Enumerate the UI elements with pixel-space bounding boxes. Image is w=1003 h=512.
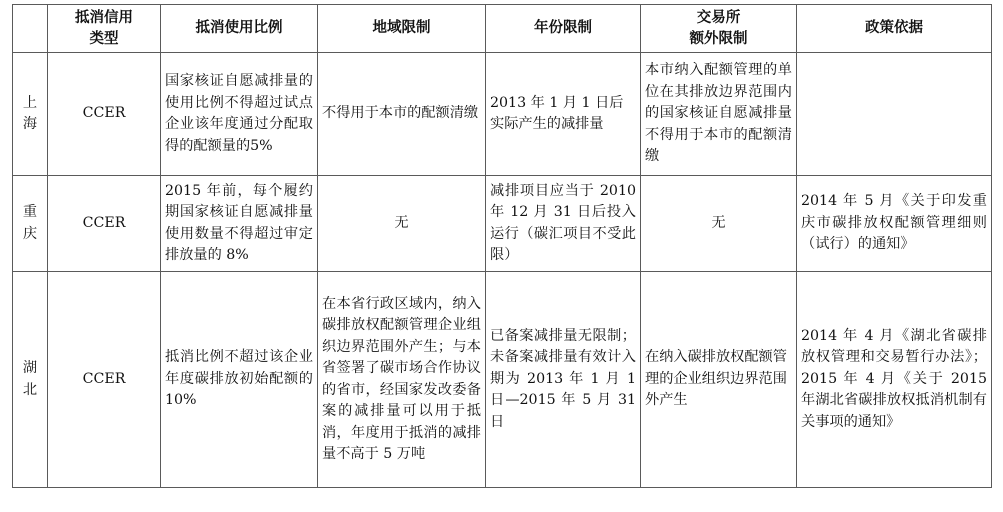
header-usage-ratio: 抵消使用比例 xyxy=(161,5,318,53)
area-limit-cell: 不得用于本市的配额清缴 xyxy=(318,53,486,176)
header-exchange-limit-line1: 交易所 xyxy=(696,9,741,26)
header-exchange-limit xyxy=(641,5,797,53)
year-limit-cell: 已备案减排量无限制；未备案减排量有效计入期为 2013 年 1 月 1 日—2015 年 5 月 31 日 xyxy=(486,272,641,488)
area-limit-cell: 无 xyxy=(318,176,486,272)
credit-type-cell: CCER xyxy=(48,53,161,176)
table-row-hubei xyxy=(13,272,992,488)
table-header-row xyxy=(13,5,992,53)
header-credit-type-line2: 类型 xyxy=(89,30,119,47)
policy-basis-cell: 2014 年 4 月《湖北省碳排放权管理和交易暂行办法》；2015 年 4 月《关于 2015 年湖北省碳排放权抵消机制有关事项的通知》 xyxy=(797,272,992,488)
header-policy-basis: 政策依据 xyxy=(797,5,992,53)
header-credit-type xyxy=(48,5,161,53)
region-char: 湖 xyxy=(22,360,38,376)
header-exchange-limit-line2: 额外限制 xyxy=(689,30,748,47)
region-char: 海 xyxy=(22,116,38,132)
region-char: 上 xyxy=(22,94,38,111)
region-char: 庆 xyxy=(22,225,38,242)
region-cell xyxy=(13,176,48,272)
usage-ratio-cell: 抵消比例不超过该企业年度碳排放初始配额的 10% xyxy=(161,272,318,488)
year-limit-cell: 2013 年 1 月 1 日后实际产生的减排量 xyxy=(486,53,641,176)
region-char: 北 xyxy=(22,381,38,398)
header-credit-type-line1: 抵消信用 xyxy=(75,9,133,26)
region-cell xyxy=(13,272,48,488)
exchange-limit-cell: 在纳入碳排放权配额管理的企业组织边界范围外产生 xyxy=(641,272,797,488)
policy-basis-cell: 2014 年 5 月《关于印发重庆市碳排放权配额管理细则（试行）的通知》 xyxy=(797,176,992,272)
offset-policy-table-container xyxy=(12,4,992,488)
region-char: 重 xyxy=(22,204,38,220)
credit-type-cell: CCER xyxy=(48,272,161,488)
table-row-shanghai xyxy=(13,53,992,176)
header-area-limit: 地域限制 xyxy=(318,5,486,53)
credit-type-cell: CCER xyxy=(48,176,161,272)
usage-ratio-cell: 国家核证自愿减排量的使用比例不得超过试点企业该年度通过分配取得的配额量的5% xyxy=(161,53,318,176)
region-cell xyxy=(13,53,48,176)
exchange-limit-cell: 本市纳入配额管理的单位在其排放边界范围内的国家核证自愿减排量不得用于本市的配额清缴 xyxy=(641,53,797,176)
table-row-chongqing xyxy=(13,176,992,272)
header-year-limit: 年份限制 xyxy=(486,5,641,53)
policy-basis-cell xyxy=(797,53,992,176)
area-limit-cell: 在本省行政区域内，纳入碳排放权配额管理企业组织边界范围外产生；与本省签署了碳市场合作协议的省市，经国家发改委备案的减排量可以用于抵消，年度用于抵消的减排量不高于 5 万吨 xyxy=(318,272,486,488)
header-region xyxy=(13,5,48,53)
offset-policy-table xyxy=(12,4,992,488)
usage-ratio-cell: 2015 年前，每个履约期国家核证自愿减排量使用数量不得超过审定排放量的 8% xyxy=(161,176,318,272)
exchange-limit-cell: 无 xyxy=(641,176,797,272)
year-limit-cell: 减排项目应当于 2010 年 12 月 31 日后投入运行（碳汇项目不受此限） xyxy=(486,176,641,272)
